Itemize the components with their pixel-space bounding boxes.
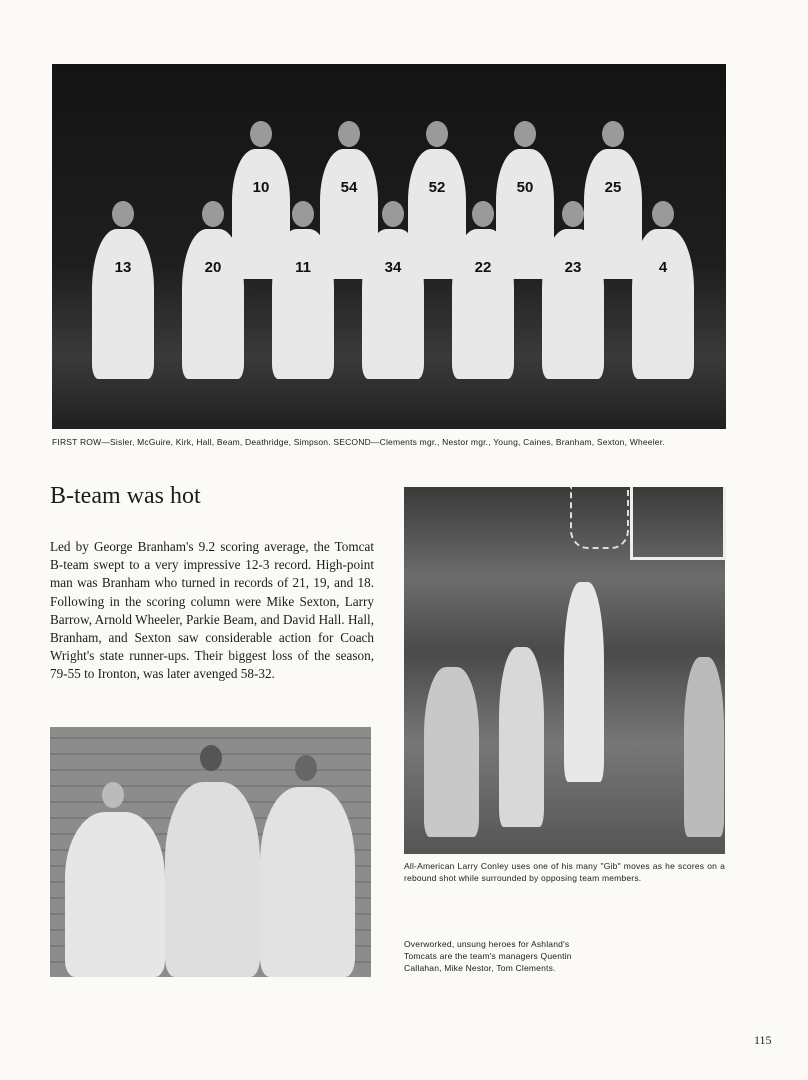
player-figure	[182, 229, 244, 379]
player-figure	[92, 229, 154, 379]
team-photo	[52, 64, 726, 429]
jersey-number: 54	[340, 179, 358, 196]
managers-photo	[50, 727, 371, 977]
basketball-hoop	[570, 487, 629, 549]
manager-head	[295, 755, 317, 781]
player-head	[514, 121, 536, 147]
jersey-number: 4	[658, 259, 668, 276]
jersey-number: 22	[474, 259, 492, 276]
jersey-number: 13	[114, 259, 132, 276]
team-photo-caption: FIRST ROW—Sisler, McGuire, Kirk, Hall, Beam, Deathridge, Simpson. SECOND—Clements mgr., Nestor mgr., Young, Caines, Branham, Sexton, Wheeler.	[52, 437, 665, 447]
player-figure	[362, 229, 424, 379]
player-figure	[684, 657, 724, 837]
manager-figure	[165, 782, 260, 977]
jersey-number: 20	[204, 259, 222, 276]
manager-figure	[260, 787, 355, 977]
page-number: 115	[754, 1033, 772, 1047]
player-head	[426, 121, 448, 147]
jersey-number: 25	[604, 179, 622, 196]
player-head	[338, 121, 360, 147]
jersey-number: 50	[516, 179, 534, 196]
player-figure	[542, 229, 604, 379]
backboard	[630, 487, 726, 560]
manager-figure	[65, 812, 165, 977]
player-figure	[632, 229, 694, 379]
player-head	[250, 121, 272, 147]
jersey-number: 34	[384, 259, 402, 276]
player-figure	[499, 647, 544, 827]
player-figure	[452, 229, 514, 379]
player-figure	[272, 229, 334, 379]
jersey-number: 11	[295, 259, 311, 276]
player-head	[382, 201, 404, 227]
jersey-number: 52	[428, 179, 446, 196]
player-head	[652, 201, 674, 227]
player-head	[292, 201, 314, 227]
article-headline: B-team was hot	[50, 483, 201, 509]
player-head	[602, 121, 624, 147]
player-figure	[424, 667, 479, 837]
player-head	[562, 201, 584, 227]
article-body: Led by George Branham's 9.2 scoring average, the Tomcat B-team swept to a very impressive 12-3 record. High-point man was Branham who turned in records of 21, 19, and 18. Following in the scoring column were Mike Sexton, Larry Barrow, Arnold Wheeler, Parkie Beam, and David Hall. Hall, Branham, and Sexton saw considerable action for Coach Wright's state runner-ups. Their biggest loss of the season, 79-55 to Ironton, was later avenged 58-32.	[50, 539, 374, 682]
jersey-number: 23	[564, 259, 582, 276]
player-head	[112, 201, 134, 227]
player-head	[472, 201, 494, 227]
manager-head	[200, 745, 222, 771]
player-head	[202, 201, 224, 227]
manager-head	[102, 782, 124, 808]
jersey-number: 10	[252, 179, 270, 196]
action-photo-caption: All-American Larry Conley uses one of his many "Gib" moves as he scores on a rebound shot while surrounded by opposing team members.	[404, 861, 725, 883]
managers-photo-caption: Overworked, unsung heroes for Ashland's Tomcats are the team's managers Quentin Callahan, Mike Nestor, Tom Clements.	[404, 939, 572, 973]
player-figure	[564, 582, 604, 782]
